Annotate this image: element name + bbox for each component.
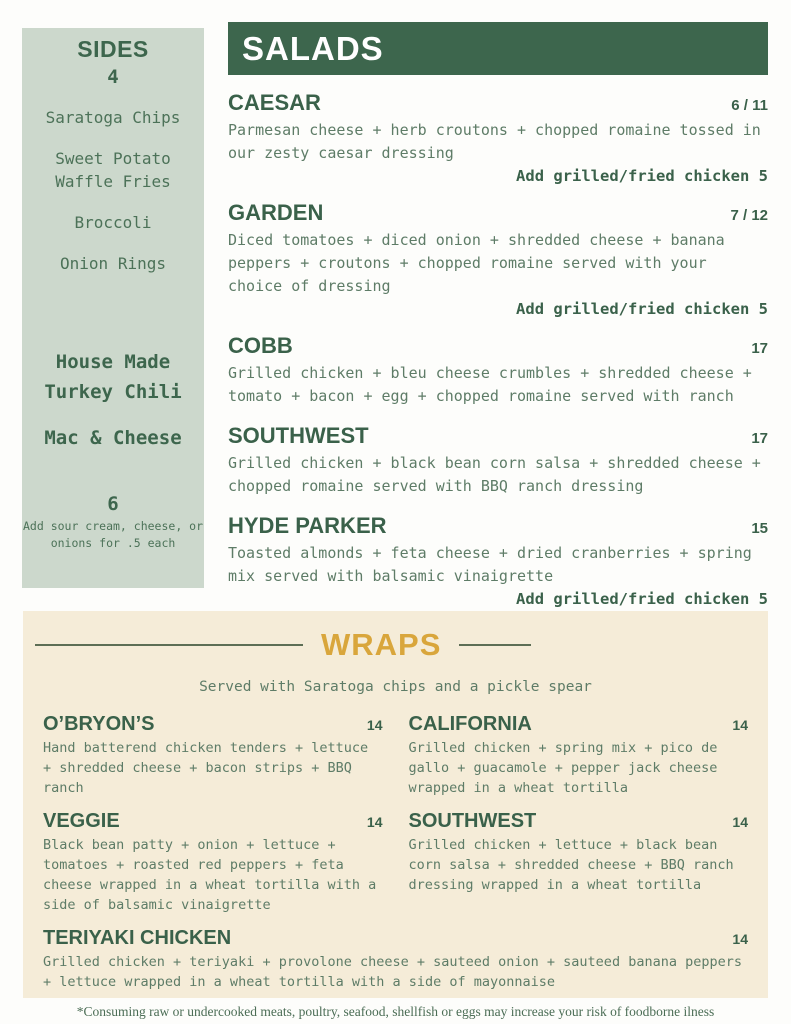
- item-name: VEGGIE: [43, 810, 120, 832]
- wraps-header: [35, 627, 756, 663]
- salad-item-garden: [228, 200, 768, 318]
- item-description: Hand batterend chicken tenders + lettuce + shredded cheese + bacon strips + BBQ ranch: [43, 740, 369, 796]
- wraps-grid: [35, 713, 756, 992]
- item-description: Grilled chicken + black bean corn salsa + shredded cheese + chopped romaine served with BBQ ranch dressing: [228, 454, 761, 495]
- item-name: CALIFORNIA: [408, 713, 532, 735]
- item-description: Grilled chicken + teriyaki + provolone cheese + sauteed onion + sauteed banana peppers + lettuce wrapped in a wheat tortilla with a side of mayonnaise: [43, 954, 742, 990]
- item-head: [228, 423, 768, 449]
- item-price: 6 / 11: [731, 97, 768, 114]
- sides-panel: [22, 28, 204, 588]
- item-name: O’BRYON’S: [43, 713, 155, 735]
- salads-section: [228, 22, 768, 608]
- item-name: COBB: [228, 333, 293, 358]
- wrap-item-obryons: [43, 713, 383, 798]
- sides-specials: [22, 347, 204, 552]
- item-head: [228, 513, 768, 539]
- wrap-item-california: [409, 713, 749, 798]
- chicken-addon-note: Add grilled/fried chicken 5: [516, 167, 768, 185]
- item-price: 14: [366, 717, 383, 733]
- item-head: [43, 927, 748, 950]
- salads-header-bar: [228, 22, 768, 75]
- item-name: SOUTHWEST: [408, 810, 537, 832]
- item-head: [43, 713, 383, 736]
- item-description: Toasted almonds + feta cheese + dried cranberries + spring mix served with balsamic vinaigrette: [228, 544, 752, 585]
- item-description: Diced tomatoes + diced onion + shredded cheese + banana peppers + croutons + chopped romaine served with your choice of dressing: [228, 231, 725, 295]
- item-name: SOUTHWEST: [228, 423, 369, 448]
- wraps-subtitle: Served with Saratoga chips and a pickle spear: [199, 679, 592, 695]
- item-name: HYDE PARKER: [228, 513, 387, 538]
- salads-title: SALADS: [242, 29, 384, 67]
- salad-item-caesar: [228, 90, 768, 185]
- special-item: House Made Turkey Chili: [44, 351, 182, 403]
- item-description: Black bean patty + onion + lettuce + tomatoes + roasted red peppers + feta cheese wrapped in a wheat tortilla with a side of balsamic vinaigrette: [43, 837, 377, 913]
- chicken-addon-note: Add grilled/fried chicken 5: [516, 300, 768, 318]
- item-head: [409, 713, 749, 736]
- item-price: 14: [732, 814, 748, 830]
- item-head: [228, 333, 768, 359]
- salad-item-southwest: [228, 423, 768, 498]
- item-head: [228, 90, 768, 116]
- side-item: Saratoga Chips: [45, 108, 181, 127]
- item-name: GARDEN: [228, 200, 324, 225]
- wraps-rule-left: [35, 644, 303, 646]
- item-description: Grilled chicken + lettuce + black bean corn salsa + shredded cheese + BBQ ranch dressing wrapped in a wheat tortilla: [408, 837, 734, 893]
- item-description: Parmesan cheese + herb croutons + chopped romaine tossed in our zesty caesar dressing: [228, 121, 761, 162]
- item-price: 14: [732, 931, 748, 947]
- item-price: 14: [732, 717, 748, 733]
- item-head: [43, 810, 383, 833]
- item-head: [409, 810, 749, 833]
- item-price: 14: [366, 814, 383, 830]
- specials-note: Add sour cream, cheese, or onions for .5 each: [23, 519, 204, 550]
- side-item: Broccoli: [74, 213, 152, 232]
- footer: [0, 1004, 791, 1020]
- wrap-item-teriyaki-chicken: [43, 927, 748, 992]
- chicken-addon-note: Add grilled/fried chicken 5: [516, 590, 768, 608]
- salad-item-cobb: [228, 333, 768, 408]
- specials-price: 6: [107, 493, 119, 515]
- item-description: Grilled chicken + spring mix + pico de gallo + guacamole + pepper jack cheese wrapped in a wheat tortilla: [408, 740, 718, 796]
- item-name: CAESAR: [228, 90, 321, 115]
- salad-item-hyde-parker: [228, 513, 768, 608]
- item-price: 17: [751, 430, 768, 447]
- side-item: Onion Rings: [60, 254, 166, 273]
- wraps-title: WRAPS: [321, 627, 442, 662]
- sides-title: SIDES: [77, 36, 149, 62]
- special-item: Mac & Cheese: [44, 427, 182, 449]
- wraps-section: [23, 611, 768, 998]
- item-description: Grilled chicken + bleu cheese crumbles + shredded cheese + tomato + bacon + egg + chopped romaine served with ranch: [228, 364, 752, 405]
- item-head: [228, 200, 768, 226]
- footer-disclaimer: *Consuming raw or undercooked meats, poultry, seafood, shellfish or eggs may increase your risk of foodborne ilness: [76, 1004, 715, 1019]
- wraps-rule-right: [459, 644, 531, 646]
- item-price: 7 / 12: [730, 207, 768, 224]
- sides-price: 4: [107, 66, 119, 88]
- item-name: TERIYAKI CHICKEN: [43, 927, 232, 949]
- item-price: 17: [751, 340, 768, 357]
- wrap-item-veggie: [43, 810, 383, 915]
- side-item: Sweet Potato Waffle Fries: [55, 149, 171, 191]
- item-price: 15: [751, 520, 768, 537]
- wrap-item-southwest: [409, 810, 749, 915]
